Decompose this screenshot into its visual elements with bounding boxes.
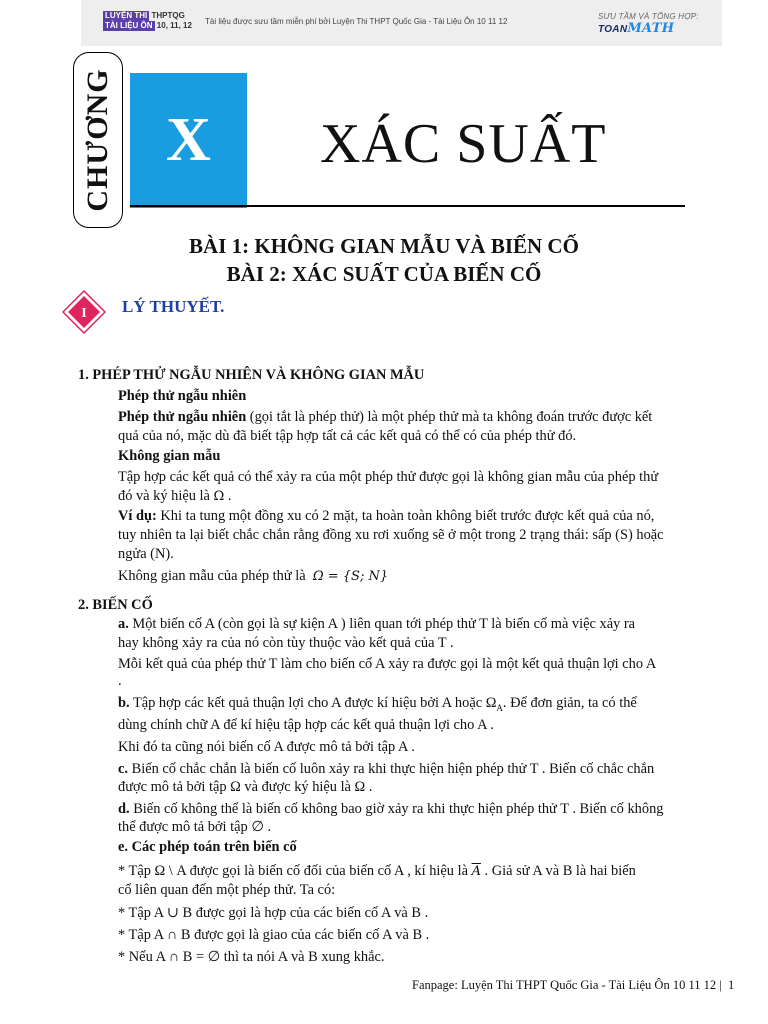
header-notice: Tài liệu được sưu tầm miễn phí bởi Luyện Thi THPT Quốc Gia - Tài Liệu Ôn 10 11 12 xyxy=(205,17,508,26)
sample-space-formula: Ω = {S; N} xyxy=(312,569,389,584)
brand-part-b: MATH xyxy=(627,21,675,36)
paragraph-2-end: . xyxy=(227,488,232,504)
brand-part-a: TOAN xyxy=(598,24,628,35)
item-b-text-1-end: . Để đơn giản, ta có thể xyxy=(502,695,637,711)
item-a-line-3: Mỗi kết quả của phép thử T làm cho biến cố A xảy ra được gọi là một kết quả thuận lợi cho A xyxy=(118,656,657,672)
paragraph-2-line-2 xyxy=(118,487,232,506)
brand-logo xyxy=(598,21,699,36)
item-e-union: * Tập A ∪ B được gọi là hợp của các biến cố A và B . xyxy=(118,905,429,921)
logo-box-2: TÀI LIỆU ÔN xyxy=(105,21,153,30)
logo-text-2: 10, 11, 12 xyxy=(156,21,192,30)
heading-2: 2. BIẾN CỐ xyxy=(78,597,153,613)
paragraph-1-line-2: quả của nó, mặc dù đã biết tập hợp tất cả các kết quả có thể có của phép thử đó. xyxy=(118,428,577,444)
item-b-text-1: Tập hợp các kết quả thuận lợi cho A được kí hiệu bởi A hoặc Ω xyxy=(129,695,497,711)
chapter-number-box xyxy=(130,73,247,208)
lesson-1-title: BÀI 1: KHÔNG GIAN MẪU VÀ BIẾN CỐ xyxy=(189,234,579,258)
item-b-line-2: dùng chính chữ A để kí hiệu tập hợp các kết quả thuận lợi cho A . xyxy=(118,717,494,733)
item-c-line-1 xyxy=(118,760,654,778)
item-e-text-1b: . Giả sử A và B là hai biến xyxy=(480,863,636,879)
logo-box-1: LUYỆN THI xyxy=(105,11,148,20)
term-random-trial: Phép thử ngẫu nhiên xyxy=(118,409,247,425)
item-d-line-1 xyxy=(118,800,663,818)
section-label: LÝ THUYẾT. xyxy=(122,297,225,316)
item-a-line-4: . xyxy=(118,673,122,689)
example-text-1: Khi ta tung một đồng xu có 2 mặt, ta hoàn toàn không biết trước được kết quả của nó, xyxy=(156,508,655,524)
item-e-line-2: cố liên quan đến một phép thử. Ta có: xyxy=(118,882,336,898)
example-text-4: Không gian mẫu của phép thử là xyxy=(118,568,306,584)
section-numeral: I xyxy=(81,306,87,321)
item-e-text-1a: * Tập Ω \ A được gọi là biến cố đối của biến cố A , kí hiệu là xyxy=(118,863,472,879)
item-b-line-3: Khi đó ta cũng nói biến cố A được mô tả bởi tập A . xyxy=(118,739,415,755)
paragraph-1-line-1 xyxy=(118,408,652,426)
subheading-sample-space: Không gian mẫu xyxy=(118,448,221,464)
paragraph-1-text: (gọi tắt là phép thử) là một phép thử mà ta không đoán trước được kết xyxy=(246,409,653,425)
example-line-4 xyxy=(118,567,388,586)
page-number: 1 xyxy=(728,978,735,992)
item-c-text-1: Biến cố chắc chắn là biến cố luôn xảy ra khi thực hiện hiện phép thử T . Biến cố chắc chắn xyxy=(128,761,655,777)
item-e-heading: e. Các phép toán trên biến cố xyxy=(118,839,297,855)
item-b-label: b. xyxy=(118,695,130,711)
source-label: SƯU TẦM VÀ TỔNG HỢP: xyxy=(598,12,699,21)
page-header xyxy=(81,0,722,46)
footer-text: Fanpage: Luyện Thi THPT Quốc Gia - Tài Liệu Ôn 10 11 12 | xyxy=(412,978,722,992)
item-a-line-1 xyxy=(118,615,635,633)
chapter-label-box xyxy=(73,52,123,228)
item-d-label: d. xyxy=(118,801,130,817)
paragraph-2-text: đó và ký hiệu là xyxy=(118,488,210,504)
subheading-random-trial: Phép thử ngẫu nhiên xyxy=(118,388,247,404)
chapter-title: XÁC SUẤT xyxy=(320,113,607,175)
item-b-line-1 xyxy=(118,694,637,717)
header-source xyxy=(598,12,699,36)
item-a-line-2: hay không xảy ra của nó còn tùy thuộc vào kết quả của T . xyxy=(118,635,454,651)
example-line-1 xyxy=(118,507,654,525)
item-a-label: a. xyxy=(118,616,129,632)
item-e-intersection: * Tập A ∩ B được gọi là giao của các biến cố A và B . xyxy=(118,927,430,943)
item-c-line-2: được mô tả bởi tập Ω và được ký hiệu là Ω . xyxy=(118,779,373,795)
example-line-2: tuy nhiên ta lại biết chắc chắn rằng đồng xu rơi xuống sẽ ở một trong 2 trạng thái: sấp (S) hoặc xyxy=(118,527,664,543)
item-e-disjoint: * Nếu A ∩ B = ∅ thì ta nói A và B xung khắc. xyxy=(118,949,385,965)
omega-symbol: Ω xyxy=(213,489,225,504)
item-c-label: c. xyxy=(118,761,128,777)
chapter-label: CHƯƠNG xyxy=(81,68,114,212)
section-diamond-icon xyxy=(62,290,106,334)
complement-symbol: $\overline{A}$ xyxy=(471,864,481,879)
example-line-3: ngửa (N). xyxy=(118,546,174,562)
lesson-2-title: BÀI 2: XÁC SUẤT CỦA BIẾN CỐ xyxy=(226,262,542,286)
example-label: Ví dụ: xyxy=(118,508,157,524)
item-d-line-2: thể được mô tả bởi tập ∅ . xyxy=(118,819,272,835)
item-d-text-1: Biến cố không thể là biến cố không bao giờ xảy ra khi thực hiện phép thử T . Biến cố không xyxy=(129,801,664,817)
item-a-text-1: Một biến cố A (còn gọi là sự kiện A ) liên quan tới phép thử T là biến cố mà việc xảy ra xyxy=(128,616,636,632)
paragraph-2-line-1: Tập hợp các kết quả có thể xảy ra của một phép thử được gọi là không gian mẫu của phép thử xyxy=(118,469,659,485)
logo-text-1: THPTQG xyxy=(151,11,185,20)
heading-1: 1. PHÉP THỬ NGẪU NHIÊN VÀ KHÔNG GIAN MẪU xyxy=(78,367,425,383)
chapter-rule xyxy=(130,205,685,207)
page-footer xyxy=(412,978,734,993)
item-b-subscript: A xyxy=(496,702,503,713)
chapter-number: X xyxy=(166,106,211,174)
item-e-line-1 xyxy=(118,862,636,881)
header-logo xyxy=(103,11,192,31)
